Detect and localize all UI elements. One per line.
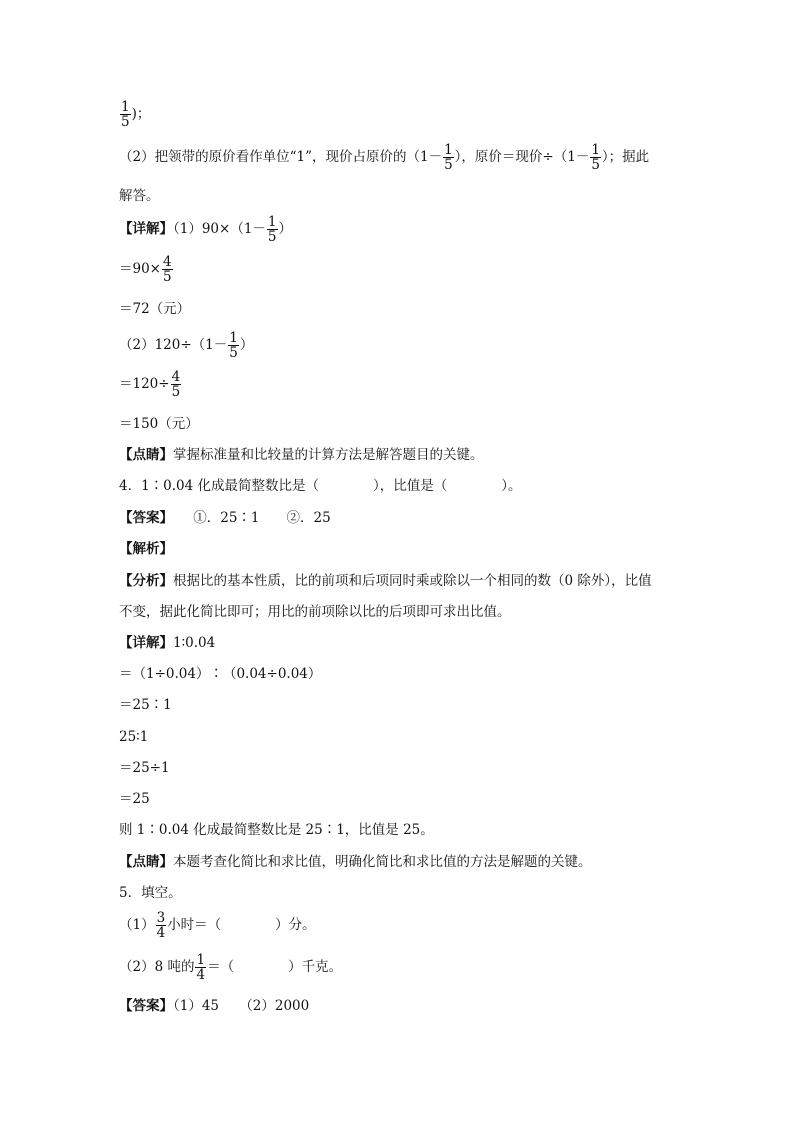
line-17: ＝（1÷0.04）∶（0.04÷0.04） xyxy=(119,666,322,682)
line-3: 解答。 xyxy=(119,188,160,204)
line-15: 不变，据此化简比即可；用比的前项除以比的后项即可求出比值。 xyxy=(119,604,511,620)
fraction: $\frac{3}{4}$ xyxy=(156,910,166,941)
line-8: ＝120÷ $\frac{4}{5}$ xyxy=(119,369,181,400)
line-13 xyxy=(119,541,173,557)
line-4: 【详解】（1）90×（1－ $\frac{1}{5}$ ） xyxy=(119,214,293,245)
section-label: 【点睛】 xyxy=(119,854,173,870)
fraction: $\frac{1}{5}$ xyxy=(444,142,453,173)
line-16: 【详解】1∶0.04 xyxy=(119,635,216,651)
section-label: 【答案】 xyxy=(119,998,173,1014)
question-4: 4．1∶0.04 化成最简整数比是（ ），比值是（ ）。 xyxy=(119,478,522,494)
line-22: 则 1∶0.04 化成最简整数比是 25∶1，比值是 25。 xyxy=(119,822,434,838)
section-label: 【详解】 xyxy=(119,221,173,237)
section-label: 【详解】 xyxy=(119,635,173,651)
line-5: ＝90× $\frac{4}{5}$ xyxy=(119,254,172,285)
line-25: （1） $\frac{3}{4}$ 小时＝（ ）分。 xyxy=(119,910,316,941)
line-23: 【点睛】本题考查化简比和求比值，明确化简比和求比值的方法是解题的关键。 xyxy=(119,854,592,870)
line-9: ＝150（元） xyxy=(119,416,199,432)
line-14: 【分析】根据比的基本性质，比的前项和后项同时乘或除以一个相同的数（0 除外），比值 xyxy=(119,573,652,589)
fraction: $\frac{1}{5}$ xyxy=(591,142,600,173)
line-10: 【点睛】掌握标准量和比较量的计算方法是解答题目的关键。 xyxy=(119,447,484,463)
line-19: 25∶1 xyxy=(119,729,149,745)
question-5: 5．填空。 xyxy=(119,885,182,901)
line-26: （2）8 吨的 $\frac{1}{4}$ ＝（ ）千克。 xyxy=(119,952,343,983)
line-6: ＝72（元） xyxy=(119,301,191,317)
section-label: 【解析】 xyxy=(119,541,173,557)
fraction: $\frac{1}{5}$ xyxy=(121,99,130,130)
line-2: （2）把领带的原价看作单位“1”，现价占原价的（1－ $\frac{1}{5}$ ），原价＝现价÷（1－ $\frac{1}{5}$ ）；据此 xyxy=(119,142,650,173)
line-18: ＝25∶1 xyxy=(119,697,172,713)
line-1: $\frac{1}{5}$ )； xyxy=(121,99,151,130)
section-label: 【分析】 xyxy=(119,573,173,589)
section-label: 【点睛】 xyxy=(119,447,173,463)
fraction: $\frac{4}{5}$ xyxy=(163,254,172,285)
section-label: 【答案】 xyxy=(119,510,167,526)
fraction: $\frac{1}{5}$ xyxy=(229,330,238,361)
fraction: $\frac{1}{4}$ xyxy=(196,952,206,983)
line-12: 【答案】 ①．25∶1 ②．25 xyxy=(119,510,331,526)
line-20: ＝25÷1 xyxy=(119,760,170,776)
fraction: $\frac{4}{5}$ xyxy=(171,369,181,400)
line-21: ＝25 xyxy=(119,791,150,807)
fraction: $\frac{1}{5}$ xyxy=(267,214,277,245)
line-7: （2）120÷（1－ $\frac{1}{5}$ ） xyxy=(119,330,254,361)
line-27: 【答案】（1）45 （2）2000 xyxy=(119,998,310,1014)
